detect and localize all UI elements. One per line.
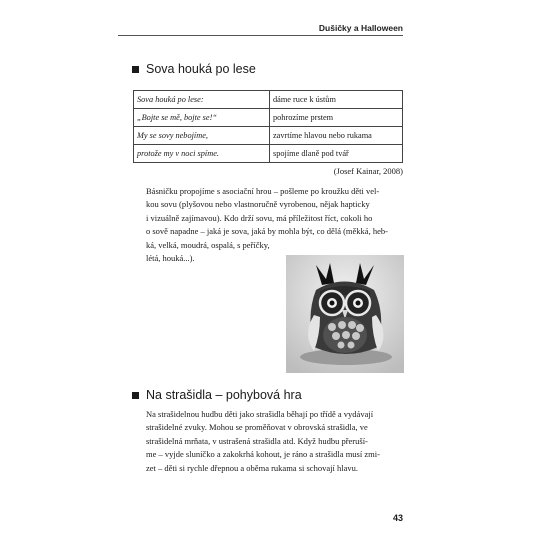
poem-table <box>133 90 403 163</box>
owl-illustration <box>286 255 404 373</box>
paragraph-line: o sově napadne – jaká je sova, jaká by mohla být, co dělá (měkká, heb- <box>146 226 388 237</box>
paragraph-line: me – vyjde sluníčko a zakokrhá kohout, je ráno a strašidla musí zmi- <box>146 449 380 460</box>
verse-cell: protože my v noci spíme. <box>134 145 270 163</box>
paragraph-line: strašidelné zvuky. Mohou se proměňovat v obrovská strašidla, ve <box>146 422 368 433</box>
action-cell: pohrozíme prstem <box>270 109 403 127</box>
owl-paragraph <box>146 185 403 265</box>
section-heading-ghosts <box>132 388 302 402</box>
action-cell: spojíme dlaně pod tvář <box>270 145 403 163</box>
action-cell: zavrtíme hlavou nebo rukama <box>270 127 403 145</box>
paragraph-line: létá, houká...). <box>146 253 195 264</box>
table-row <box>134 109 403 127</box>
section-heading-owl-text: Sova houká po lese <box>146 62 256 76</box>
verse-cell: Sova houká po lese: <box>134 91 270 109</box>
action-cell: dáme ruce k ústům <box>270 91 403 109</box>
paragraph-line: kou sovu (plyšovou nebo vlastnoručně vyrobenou, nějak hapticky <box>146 199 370 210</box>
paragraph-line: Básničku propojíme s asociační hrou – pošleme po kroužku děti vel- <box>146 186 380 196</box>
square-bullet-icon <box>132 392 139 399</box>
verse-cell: My se sovy nebojíme, <box>134 127 270 145</box>
section-heading-ghosts-text: Na strašidla – pohybová hra <box>146 388 302 402</box>
paragraph-line: zet – děti si rychle dřepnou a oběma rukama si schovají hlavu. <box>146 462 358 473</box>
page-number: 43 <box>392 513 403 523</box>
paragraph-line: i vizuálně zajímavou). Kdo drží sovu, má příležitost říct, cokoli ho <box>146 212 373 223</box>
table-row <box>134 127 403 145</box>
poem-attribution: (Josef Kainar, 2008) <box>333 166 403 176</box>
section-heading-owl <box>132 62 256 76</box>
table-row <box>134 91 403 109</box>
owl-photo <box>286 255 404 373</box>
paragraph-line: ká, velká, moudrá, ospalá, s peříčky, <box>146 239 270 250</box>
header-rule <box>118 35 403 36</box>
running-head: Dušičky a Halloween <box>318 23 403 33</box>
paragraph-line: Na strašidelnou hudbu děti jako strašidla běhají po třídě a vydávají <box>146 409 374 419</box>
verse-cell: „Bojte se mě, bojte se!“ <box>134 109 270 127</box>
square-bullet-icon <box>132 66 139 73</box>
table-row <box>134 145 403 163</box>
paragraph-line: strašidelná mrňata, v ustrašená strašidla atd. Když hudbu přeruší- <box>146 435 368 446</box>
ghost-game-paragraph <box>146 408 403 475</box>
